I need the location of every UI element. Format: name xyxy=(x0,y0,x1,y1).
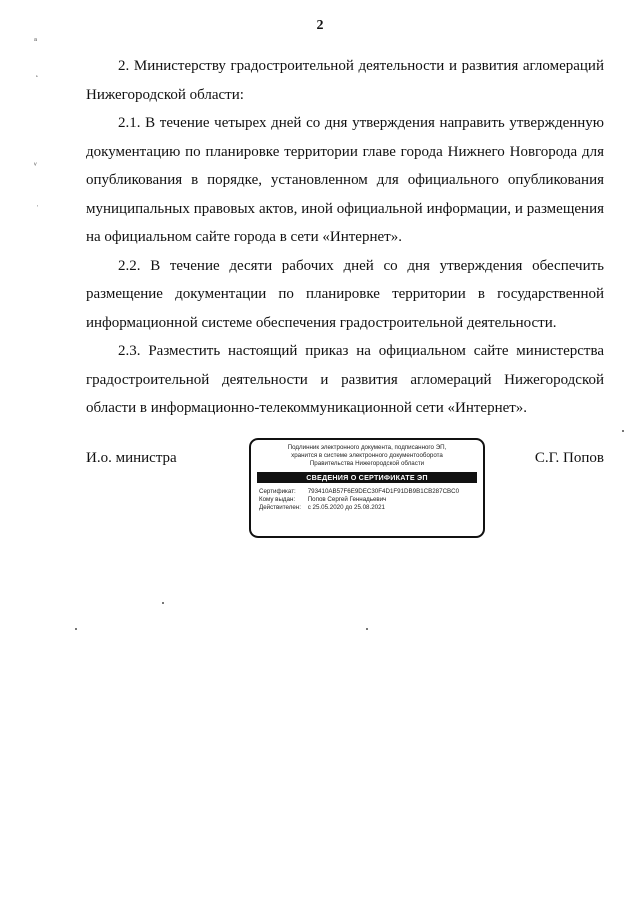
certificate-value: 793410AB57F6E9DEC30F4D1F91DB9B1CB287CBC0 xyxy=(307,488,460,495)
scan-speck xyxy=(366,628,368,630)
paragraph-2-2: 2.2. В течение десяти рабочих дней со дня утверждения обеспечить размещение документации по планировке территории в государственной информационной системе обеспечения градостроительной деятельности. xyxy=(86,257,604,331)
margin-mark: ˌ xyxy=(36,198,39,207)
scan-speck xyxy=(622,430,624,432)
margin-mark: ᵥ xyxy=(34,158,37,167)
signer-title: И.о. министра xyxy=(86,450,177,466)
stamp-header-line: Правительства Нижегородской области xyxy=(309,460,425,467)
valid-value: с 25.05.2020 до 25.08.2021 xyxy=(307,504,385,511)
margin-mark: ᵃ xyxy=(34,36,37,45)
certificate-label: Сертификат: xyxy=(259,488,296,495)
stamp-certificate-bar: СВЕДЕНИЯ О СЕРТИФИКАТЕ ЭП xyxy=(257,472,477,483)
stamp-header-line: Подлинник электронного документа, подписанного ЭП, xyxy=(287,444,447,451)
document-body xyxy=(86,52,604,423)
stamp-details xyxy=(259,488,475,512)
electronic-signature-stamp xyxy=(249,438,485,538)
page-number: 2 xyxy=(316,18,324,33)
signer-name: С.Г. Попов xyxy=(534,450,604,466)
paragraph-2-1: 2.1. В течение четырех дней со дня утверждения направить утвержденную документацию по планировке территории главе города Нижнего Новгорода для опубликования в порядке, установленном для официального опубликования муниципальных правовых актов, иной официальной информации, и размещения на официальном сайте города в сети «Интернет». xyxy=(86,115,604,245)
margin-mark: ˛ xyxy=(36,68,39,77)
paragraph-2: 2. Министерству градостроительной деятельности и развития агломераций Нижегородской области: xyxy=(86,58,604,103)
stamp-header-line: хранится в системе электронного документооборота xyxy=(291,452,443,459)
paragraph-2-3: 2.3. Разместить настоящий приказ на официальном сайте министерства градостроительной деятельности и развития агломераций Нижегородской области в информационно-телекоммуникационной сети «Интернет». xyxy=(86,343,604,416)
issued-to-label: Кому выдан: xyxy=(259,496,296,503)
stamp-certificate-row xyxy=(259,488,475,496)
issued-to-value: Попов Сергей Геннадьевич xyxy=(307,496,387,503)
scan-speck xyxy=(75,628,77,630)
stamp-issued-row xyxy=(259,496,475,504)
scan-speck xyxy=(162,602,164,604)
stamp-header xyxy=(259,444,475,468)
valid-label: Действителен: xyxy=(259,504,301,511)
stamp-valid-row xyxy=(259,504,475,512)
